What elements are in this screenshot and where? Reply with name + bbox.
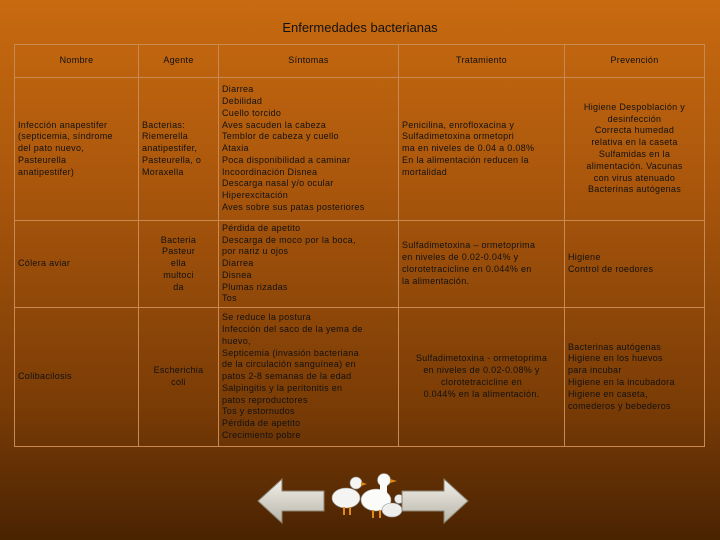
cell-line: relativa en la caseta bbox=[591, 137, 678, 148]
header-nombre: Nombre bbox=[15, 45, 139, 78]
header-sintomas: Síntomas bbox=[219, 45, 399, 78]
cell-line: Higiene en caseta, bbox=[568, 388, 648, 399]
cell-line: coli bbox=[171, 377, 186, 387]
cell-line: Higiene en la incubadora bbox=[568, 377, 675, 387]
header-tratamiento: Tratamiento bbox=[399, 45, 565, 78]
cell-line: Aves sobre sus patas posteriores bbox=[222, 202, 365, 213]
prevention-cell bbox=[565, 78, 705, 221]
cell-line: patos reproductores bbox=[222, 394, 308, 405]
cell-line: en niveles de 0.02-0.08% y bbox=[423, 365, 540, 376]
arrow-left-icon bbox=[258, 479, 324, 523]
table-row bbox=[15, 221, 705, 308]
cell-line: Riemerella bbox=[142, 131, 189, 142]
cell-line: da bbox=[173, 281, 184, 292]
cell-line: Pasteurella bbox=[18, 154, 67, 165]
cell-line: la alimentación. bbox=[402, 275, 470, 286]
cell-line: de la circulación sanguínea) en bbox=[222, 359, 356, 370]
cell-line: Bacterinas autógenas bbox=[587, 184, 682, 195]
cell-line: Control de roedores bbox=[568, 264, 654, 274]
cell-line: Colibacilosis bbox=[18, 371, 72, 382]
symptoms-cell bbox=[219, 221, 399, 308]
cell-line: Bacteria bbox=[160, 234, 197, 245]
cell-line: Sulfadimetoxina – ormetoprima bbox=[402, 240, 536, 251]
cell-line: Cuello torcido bbox=[222, 107, 282, 118]
cell-line: Descarga de moco por la boca, bbox=[222, 234, 356, 245]
prevention-cell bbox=[565, 308, 705, 447]
cell-line: Ataxia bbox=[222, 143, 249, 154]
cell-line: clorotetracicline en bbox=[440, 377, 523, 387]
cell-line: del pato nuevo, bbox=[18, 143, 85, 154]
cell-line: clorotetracicline en 0.044% en bbox=[402, 264, 532, 274]
cell-line: Septicemia (invasión bacteriana bbox=[222, 347, 359, 358]
cell-line: Higiene en los huevos bbox=[568, 353, 663, 364]
cell-line: Tos y estornudos bbox=[222, 406, 295, 417]
cell-line: Pérdida de apetito bbox=[222, 222, 301, 233]
table-row bbox=[15, 78, 705, 221]
cell-line: Aves sacuden la cabeza bbox=[222, 119, 327, 130]
cell-line: en niveles de 0.02-0.04% y bbox=[402, 252, 519, 263]
cell-line: Infección del saco de la yema de bbox=[222, 323, 363, 334]
header-row bbox=[15, 45, 705, 78]
cell-line: anatipestifer) bbox=[18, 166, 75, 177]
cell-line: para incubar bbox=[568, 365, 622, 376]
cell-line: Hiperexcitación bbox=[222, 190, 289, 201]
previous-arrow-button[interactable] bbox=[256, 477, 326, 525]
treatment-cell bbox=[399, 308, 565, 447]
cell-line: Escherichia bbox=[153, 365, 204, 376]
cell-line: patos 2-8 semanas de la edad bbox=[222, 371, 352, 382]
cell-line: desinfección bbox=[607, 113, 662, 124]
cell-line: Pasteurella, o bbox=[142, 154, 202, 165]
cell-line: comederos y bebederos bbox=[568, 400, 671, 411]
disease-table bbox=[14, 44, 705, 447]
cell-line: Diarrea bbox=[222, 258, 254, 269]
cell-line: ella bbox=[170, 258, 187, 269]
cell-line: Debilidad bbox=[222, 95, 263, 106]
name-cell bbox=[15, 78, 139, 221]
cell-line: huevo, bbox=[222, 335, 251, 346]
header-prevencion: Prevención bbox=[565, 45, 705, 78]
cell-line: Se reduce la postura bbox=[222, 312, 312, 323]
cell-line: Penicilina, enrofloxacina y bbox=[402, 119, 515, 130]
cell-line: ma en niveles de 0.04 a 0.08% bbox=[402, 143, 535, 154]
cell-line: Infección anapestifer bbox=[18, 119, 108, 130]
agent-cell bbox=[139, 78, 219, 221]
cell-line: alimentación. Vacunas bbox=[586, 160, 683, 171]
cell-line: anatipestifer, bbox=[142, 143, 198, 154]
page-title: Enfermedades bacterianas bbox=[282, 20, 438, 35]
cell-line: Diarrea bbox=[222, 84, 254, 95]
cell-line: mortalidad bbox=[402, 166, 448, 177]
cell-line: Sulfadimetoxina - ormetoprima bbox=[415, 353, 548, 364]
cell-line: Sulfadimetoxina ormetopri bbox=[402, 131, 515, 142]
cell-line: Crecimiento pobre bbox=[222, 430, 301, 441]
symptoms-cell bbox=[219, 78, 399, 221]
cell-line: Bacterias: bbox=[142, 119, 186, 130]
cell-line: Poca disponibilidad a caminar bbox=[222, 154, 351, 165]
cell-line: Incoordinación Disnea bbox=[222, 166, 318, 177]
name-cell bbox=[15, 308, 139, 447]
cell-line: multoci bbox=[163, 269, 194, 280]
cell-line: 0.044% en la alimentación. bbox=[423, 388, 540, 399]
treatment-cell bbox=[399, 78, 565, 221]
table-row bbox=[15, 308, 705, 447]
cell-line: (septicemia, síndrome bbox=[18, 131, 113, 142]
cell-line: Higiene bbox=[568, 252, 601, 263]
cell-line: Temblor de cabeza y cuello bbox=[222, 131, 339, 142]
cell-line: con virus atenuado bbox=[593, 172, 676, 183]
cell-line: Pérdida de apetito bbox=[222, 418, 301, 429]
agent-cell bbox=[139, 308, 219, 447]
cell-line: Correcta humedad bbox=[594, 125, 675, 136]
cell-line: Tos bbox=[222, 293, 237, 304]
prevention-cell bbox=[565, 221, 705, 308]
cell-line: Cólera aviar bbox=[18, 258, 71, 269]
ducks-illustration bbox=[326, 466, 406, 522]
next-arrow-button[interactable] bbox=[400, 477, 470, 525]
header-agente: Agente bbox=[139, 45, 219, 78]
cell-line: Bacterinas autógenas bbox=[568, 341, 662, 352]
treatment-cell bbox=[399, 221, 565, 308]
cell-line: Pasteur bbox=[161, 246, 196, 257]
cell-line: Disnea bbox=[222, 269, 252, 280]
cell-line: Higiene Despoblación y bbox=[583, 101, 686, 112]
cell-line: Descarga nasal y/o ocular bbox=[222, 178, 334, 189]
arrow-right-icon bbox=[402, 479, 468, 523]
cell-line: Plumas rizadas bbox=[222, 281, 288, 292]
agent-cell bbox=[139, 221, 219, 308]
cell-line: Moraxella bbox=[142, 166, 184, 177]
cell-line: En la alimentación reducen la bbox=[402, 154, 529, 165]
symptoms-cell bbox=[219, 308, 399, 447]
name-cell bbox=[15, 221, 139, 308]
cell-line: por nariz u ojos bbox=[222, 246, 289, 257]
cell-line: Salpingitis y la peritonitis en bbox=[222, 382, 343, 393]
cell-line: Sulfamidas en la bbox=[598, 149, 671, 159]
